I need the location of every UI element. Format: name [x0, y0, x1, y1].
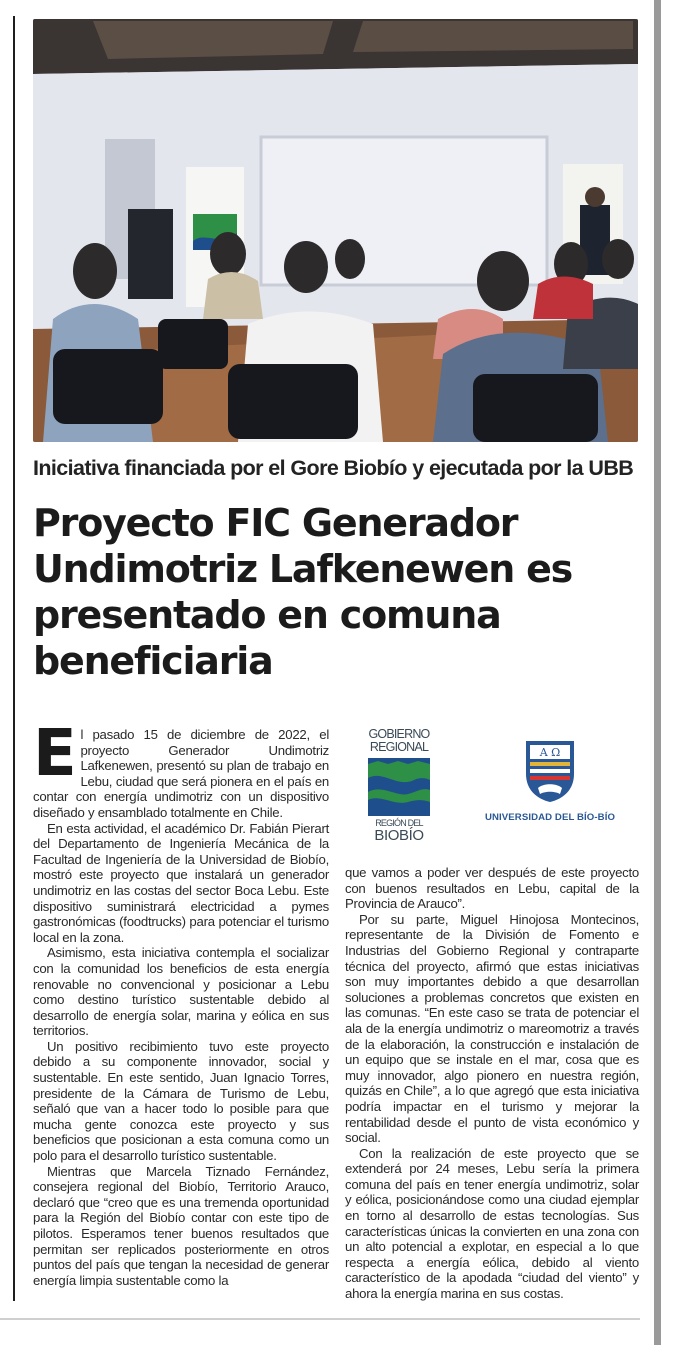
article-headline: Proyecto FIC Generador Undimotriz Lafkenewen es presentado en comuna beneficiaria: [33, 501, 573, 683]
article-kicker: Iniciativa financiada por el Gore Biobío y ejecutada por la UBB: [33, 456, 634, 480]
column-rule-left: [13, 16, 15, 1301]
paragraph: Con la realización de este proyecto que se extenderá por 24 meses, Lebu sería la primera comuna del país en tener energía undimotriz, solar y eólica, posicionándose como una ciudad ejemplar en torno al desarrollo de estas tecnologías. Sus características únicas la convierten en una zona con un alto potencial a explotar, en especial a lo que respecta a energía eólica, debido al viento característico de la apodada “ciudad del viento” y ahora la energía marina en sus costas.: [345, 1145, 639, 1302]
paragraph: En esta actividad, el académico Dr. Fabián Pierart del Departamento de Ingeniería Mecánica de la Facultad de Ingeniería de la Universidad de Biobío, mostró este proyecto que instalará un generador undimotriz en las costas del sector Boca Lebu. Este dispositivo suministrará electricidad a pymes gastronómicas (foodtrucks) para potenciar el turismo local en la zona.: [33, 820, 329, 945]
paragraph: que vamos a poder ver después de este proyecto con buenos resultados en Lebu, capital de la Provincia de Arauco”.: [345, 865, 639, 912]
paragraph: Un positivo recibimiento tuvo este proyecto debido a su componente innovador, social y sustentable. En este sentido, Juan Ignacio Torres, presidente de la Cámara de Turismo de Lebu, señaló que van a hacer todo lo posible para que mucha gente conozca este proyecto y sus beneficios que posicionan a esta comuna como un polo para el desarrollo turístico sustentable.: [33, 1038, 329, 1164]
article-column-1: [33, 717, 329, 1288]
paragraph: Mientras que Marcela Tiznado Fernández, consejera regional del Biobío, Territorio Arauco, declaró que “creo que es una tremenda oportunidad para la Región del Biobío contar con este tipo de pilotos. Esperamos tener buenos resultados que permitan ser replicados posteriormente en otros puntos del país que tengan la necesidad de generar energía limpia sustentable como la: [33, 1163, 329, 1288]
paragraph: Por su parte, Miguel Hinojosa Montecinos, representante de la División de Fomento e Industrias del Gobierno Regional y contraparte técnica del proyecto, afirmó que estas iniciativas son muy importantes debido a que desarrollan soluciones a problemas concretos que existen en las comunas. “En este caso se trata de potenciar el ala de la energía undimotriz o mareomotriz a través de la elaboración, la construcción e instalación de un equipo que se instale en el mar, cosa que es muy innovador, algo pionero en nuestra región, quizás en Chile”, a lo que agregó que esta iniciativa podría impactar en el turismo y mejorar la rentabilidad desde el punto de vista económico y social.: [345, 911, 639, 1146]
drop-cap: E: [33, 717, 77, 791]
gore-logo-text: GOBIERNO REGIONAL: [368, 727, 430, 754]
ubb-name: UNIVERSIDAD DEL BÍO-BÍO: [484, 812, 616, 823]
paragraph: Asimismo, esta iniciativa contempla el socializar con la comunidad los beneficios de esta energía renovable no convencional y posicionar a Lebu como destino turístico sustentable debido al desarrollo de energía solar, marina y eólica en sus territorios.: [33, 945, 329, 1039]
gore-region-label: REGIÓN DEL: [375, 818, 423, 828]
article-column-2: [345, 865, 639, 1302]
paragraph: l pasado 15 de diciembre de 2022, el proyecto Generador Undimotriz Lafkenewen, presentó su plan de trabajo en Lebu, ciudad que será pionera en el país en contar con energía undimotriz con un dispositivo diseñado y ensamblado totalmente en Chile.: [33, 727, 329, 820]
gore-biobio-label: BIOBÍO: [374, 827, 424, 844]
ubb-logo: [470, 738, 630, 838]
bottom-rule: [0, 1318, 640, 1320]
ubb-shield-icon: [523, 738, 577, 804]
page-edge-right: [654, 0, 661, 1345]
gobierno-regional-logo: [362, 728, 436, 846]
ubb-shield-letters: A Ω: [539, 746, 561, 759]
gore-landscape-icon: [368, 758, 430, 816]
event-photo: [33, 19, 638, 442]
